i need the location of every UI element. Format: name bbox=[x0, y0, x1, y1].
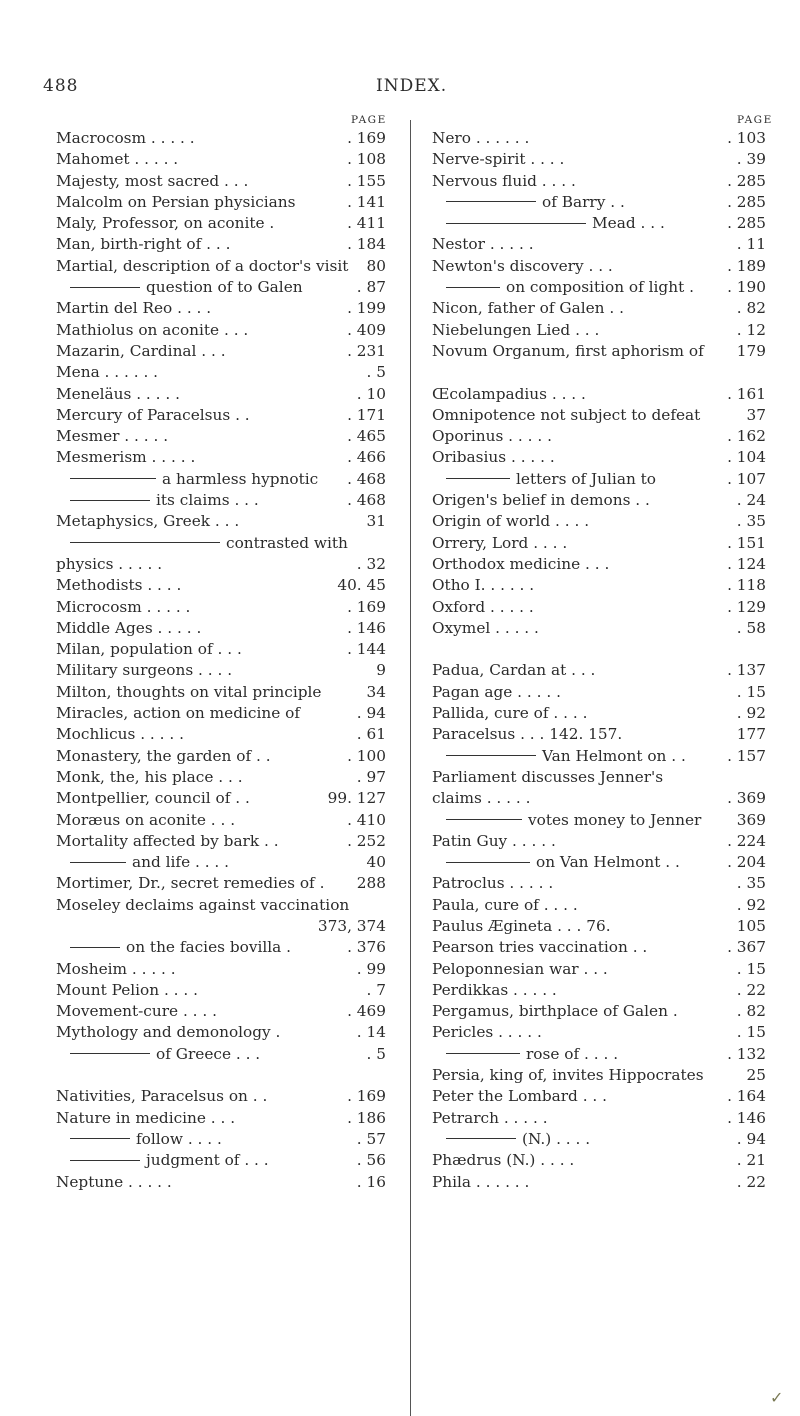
index-entry: Newton's discovery . . . . 189 bbox=[432, 256, 766, 275]
index-subentry: follow . . . . . 57 bbox=[56, 1129, 386, 1150]
index-entry: Petrarch . . . . . . 146 bbox=[432, 1108, 766, 1127]
index-entry: Meneläus . . . . . . 10 bbox=[56, 384, 386, 403]
index-entry: Nervous fluid . . . . . 285 bbox=[432, 171, 766, 190]
dash-rule bbox=[70, 1053, 150, 1054]
index-entry: Omnipotence not subject to defeat 37 bbox=[432, 405, 766, 424]
dash-rule bbox=[446, 287, 500, 288]
index-subentry: letters of Julian to . 107 bbox=[432, 469, 766, 490]
index-entry: Novum Organum, first aphorism of 179 bbox=[432, 341, 766, 360]
index-entry: Mount Pelion . . . . . 7 bbox=[56, 980, 386, 999]
index-entry: Paula, cure of . . . . . 92 bbox=[432, 895, 766, 914]
index-entry: Middle Ages . . . . . . 146 bbox=[56, 618, 386, 637]
index-entry: Patroclus . . . . . . 35 bbox=[432, 874, 766, 893]
page-number: 488 bbox=[43, 76, 79, 96]
index-entry: Origen's belief in demons . . . 24 bbox=[432, 491, 766, 510]
dash-rule bbox=[70, 1160, 140, 1161]
index-entry: Monk, the, his place . . . . 97 bbox=[56, 767, 386, 786]
index-subentry: and life . . . . 40 bbox=[56, 852, 386, 873]
index-subentry: of Greece . . . . 5 bbox=[56, 1044, 386, 1065]
dash-rule bbox=[446, 862, 530, 863]
index-entry: Otho I. . . . . . . 118 bbox=[432, 576, 766, 595]
index-entry: Pallida, cure of . . . . . 92 bbox=[432, 704, 766, 723]
index-entry: Mahomet . . . . . . 108 bbox=[56, 150, 386, 169]
dash-rule bbox=[446, 819, 522, 820]
dash-rule bbox=[70, 478, 156, 479]
index-entry: Nerve-spirit . . . . . 39 bbox=[432, 150, 766, 169]
dash-rule bbox=[446, 1053, 520, 1054]
index-entry: Montpellier, council of . . 99. 127 bbox=[56, 789, 386, 808]
dash-rule bbox=[70, 862, 126, 863]
index-subentry: (N.) . . . . . 94 bbox=[432, 1129, 766, 1150]
index-entry: Milan, population of . . . . 144 bbox=[56, 640, 386, 659]
index-entry: Martial, description of a doctor's visit 80 bbox=[56, 256, 386, 275]
index-entry: Moseley declaims against vaccination bbox=[56, 895, 350, 914]
index-entry: Mesmer . . . . . . 465 bbox=[56, 427, 386, 446]
pencil-check-mark-icon: ✓ bbox=[770, 1388, 784, 1407]
index-subentry: on composition of light . . 190 bbox=[432, 277, 766, 298]
dash-rule bbox=[70, 287, 140, 288]
index-entry: Oxford . . . . . . 129 bbox=[432, 597, 766, 616]
index-entry: Nature in medicine . . . . 186 bbox=[56, 1108, 386, 1127]
index-subentry: Mead . . . . 285 bbox=[432, 213, 766, 234]
page-title: INDEX. bbox=[376, 76, 448, 96]
index-entry-continuation: 373, 374 bbox=[317, 916, 386, 935]
index-column-left bbox=[56, 128, 386, 1193]
index-entry: Mazarin, Cardinal . . . . 231 bbox=[56, 341, 386, 360]
dash-rule bbox=[70, 542, 220, 543]
index-entry: Methodists . . . . 40. 45 bbox=[56, 576, 386, 595]
index-entry: Moræus on aconite . . . . 410 bbox=[56, 810, 386, 829]
index-subentry: rose of . . . . . 132 bbox=[432, 1044, 766, 1065]
index-column-right bbox=[432, 128, 766, 1193]
index-entry: Orrery, Lord . . . . . 151 bbox=[432, 533, 766, 552]
running-head bbox=[0, 76, 800, 96]
index-entry: Padua, Cardan at . . . . 137 bbox=[432, 661, 766, 680]
index-entry: Microcosm . . . . . . 169 bbox=[56, 597, 386, 616]
index-entry: Peter the Lombard . . . . 164 bbox=[432, 1087, 766, 1106]
index-entry: Nestor . . . . . . 11 bbox=[432, 235, 766, 254]
index-entry: Monastery, the garden of . . . 100 bbox=[56, 746, 386, 765]
index-entry: Pergamus, birthplace of Galen . . 82 bbox=[432, 1002, 766, 1021]
index-subentry: question of to Galen . 87 bbox=[56, 277, 386, 298]
index-entry: Pearson tries vaccination . . . 367 bbox=[432, 938, 766, 957]
index-entry: Nativities, Paracelsus on . . . 169 bbox=[56, 1087, 386, 1106]
index-subentry: contrasted with bbox=[56, 533, 386, 554]
index-subentry: judgment of . . . . 56 bbox=[56, 1150, 386, 1171]
dash-rule bbox=[70, 947, 120, 948]
index-entry: Mesmerism . . . . . . 466 bbox=[56, 448, 386, 467]
index-entry: Macrocosm . . . . . . 169 bbox=[56, 129, 386, 147]
index-entry: physics . . . . . . 32 bbox=[56, 554, 386, 573]
dash-rule bbox=[446, 201, 536, 202]
index-entry: Œcolampadius . . . . . 161 bbox=[432, 384, 766, 403]
index-entry: Phædrus (N.) . . . . . 21 bbox=[432, 1151, 766, 1170]
index-subentry: votes money to Jenner 369 bbox=[432, 810, 766, 831]
index-entry: Majesty, most sacred . . . . 155 bbox=[56, 171, 386, 190]
index-entry: Mythology and demonology . . 14 bbox=[56, 1023, 386, 1042]
index-entry: Maly, Professor, on aconite . . 411 bbox=[56, 214, 386, 233]
dash-rule bbox=[446, 1138, 516, 1139]
index-entry: Parliament discusses Jenner's bbox=[432, 767, 664, 786]
index-entry: Niebelungen Lied . . . . 12 bbox=[432, 320, 766, 339]
index-entry: Movement-cure . . . . . 469 bbox=[56, 1002, 386, 1021]
left-page-column-label: PAGE bbox=[351, 114, 387, 126]
index-subentry: on Van Helmont . . . 204 bbox=[432, 852, 766, 873]
section-gap bbox=[432, 639, 766, 660]
index-entry: Peloponnesian war . . . . 15 bbox=[432, 959, 766, 978]
index-entry: Miracles, action on medicine of . 94 bbox=[56, 704, 386, 723]
index-entry: Metaphysics, Greek . . . 31 bbox=[56, 512, 386, 531]
index-entry: Patin Guy . . . . . . 224 bbox=[432, 831, 766, 850]
index-entry: Mena . . . . . . . 5 bbox=[56, 363, 386, 382]
index-subentry: on the facies bovilla . . 376 bbox=[56, 937, 386, 958]
index-subentry: its claims . . . . 468 bbox=[56, 490, 386, 511]
column-divider bbox=[410, 120, 411, 1416]
index-entry: Oxymel . . . . . . 58 bbox=[432, 618, 766, 637]
index-entry-continuation: claims . . . . . . 369 bbox=[432, 789, 766, 808]
index-entry: Paracelsus . . . 142. 157. 177 bbox=[432, 725, 766, 744]
dash-rule bbox=[446, 223, 586, 224]
index-entry: Nero . . . . . . . 103 bbox=[432, 129, 766, 147]
index-entry: Oribasius . . . . . . 104 bbox=[432, 448, 766, 467]
index-entry: Origin of world . . . . . 35 bbox=[432, 512, 766, 531]
index-entry: Nicon, father of Galen . . . 82 bbox=[432, 299, 766, 318]
dash-rule bbox=[446, 755, 536, 756]
index-entry: Mochlicus . . . . . . 61 bbox=[56, 725, 386, 744]
index-entry: Military surgeons . . . . 9 bbox=[56, 661, 386, 680]
index-entry: Mortality affected by bark . . . 252 bbox=[56, 831, 386, 850]
index-entry: Persia, king of, invites Hippocrates 25 bbox=[432, 1066, 766, 1085]
dash-rule bbox=[446, 478, 510, 479]
right-page-column-label: PAGE bbox=[737, 114, 773, 126]
index-subentry: Van Helmont on . . . 157 bbox=[432, 746, 766, 767]
index-entry: Phila . . . . . . . 22 bbox=[432, 1172, 766, 1191]
index-entry: Mortimer, Dr., secret remedies of . 288 bbox=[56, 874, 386, 893]
section-gap bbox=[56, 1065, 386, 1086]
index-entry: Mercury of Paracelsus . . . 171 bbox=[56, 405, 386, 424]
section-gap bbox=[432, 362, 766, 383]
index-entry: Mosheim . . . . . . 99 bbox=[56, 959, 386, 978]
index-subentry: of Barry . . . 285 bbox=[432, 192, 766, 213]
index-entry: Malcolm on Persian physicians . 141 bbox=[56, 192, 386, 211]
index-subentry: a harmless hypnotic . 468 bbox=[56, 469, 386, 490]
index-entry: Pericles . . . . . . 15 bbox=[432, 1023, 766, 1042]
index-entry: Oporinus . . . . . . 162 bbox=[432, 427, 766, 446]
index-entry: Orthodox medicine . . . . 124 bbox=[432, 554, 766, 573]
index-entry: Milton, thoughts on vital principle 34 bbox=[56, 682, 386, 701]
dash-rule bbox=[70, 500, 150, 501]
index-entry: Paulus Ægineta . . . 76. 105 bbox=[432, 916, 766, 935]
index-entry: Perdikkas . . . . . . 22 bbox=[432, 980, 766, 999]
dash-rule bbox=[70, 1138, 130, 1139]
index-entry: Mathiolus on aconite . . . . 409 bbox=[56, 320, 386, 339]
index-entry: Pagan age . . . . . . 15 bbox=[432, 682, 766, 701]
index-entry: Martin del Reo . . . . . 199 bbox=[56, 299, 386, 318]
index-entry: Neptune . . . . . . 16 bbox=[56, 1172, 386, 1191]
index-entry: Man, birth-right of . . . . 184 bbox=[56, 235, 386, 254]
